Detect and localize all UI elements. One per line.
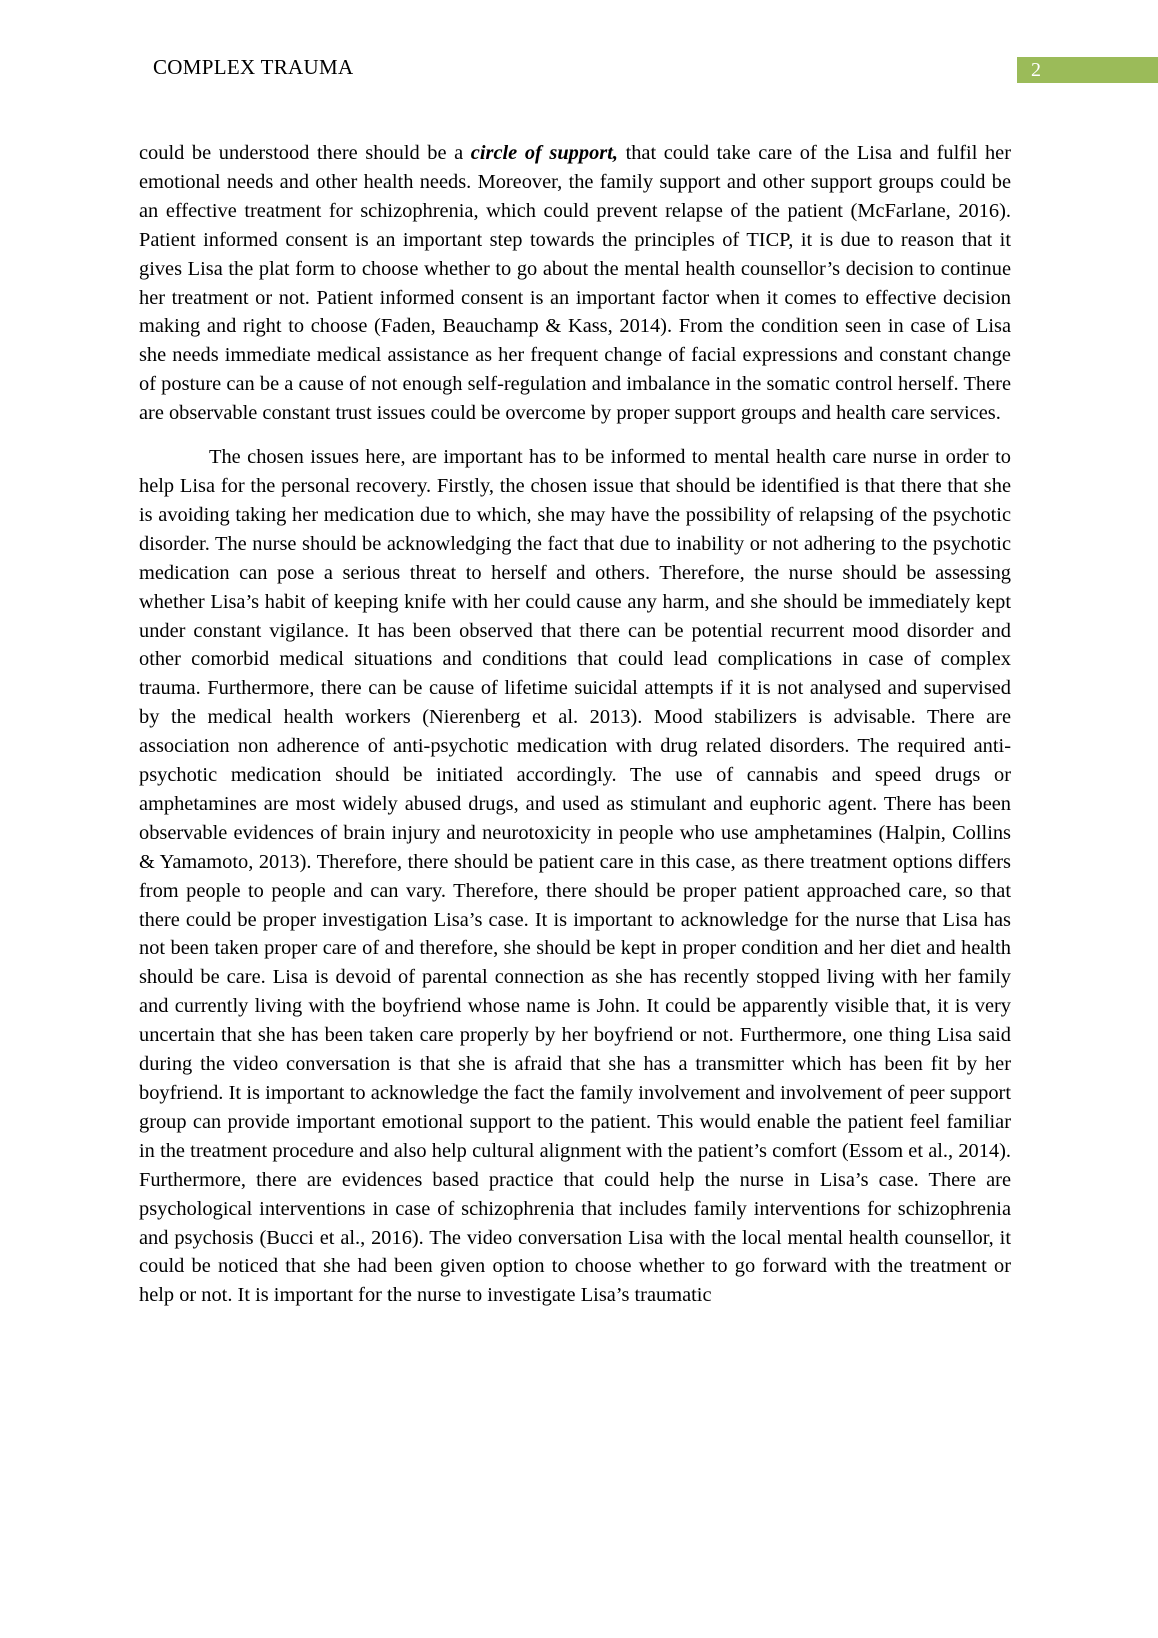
running-head: COMPLEX TRAUMA xyxy=(153,55,354,79)
paragraph-1-lead-text: could be understood there should be a xyxy=(139,142,471,164)
paragraph-2: The chosen issues here, are important has to be informed to mental health care nurse in order to help Lisa for the personal recovery. Firstly, the chosen issue that should be identified is that there that she is avoiding taking her medication due to which, she may have the possibility of relapsing of the psychotic disorder. The nurse should be acknowledging the fact that due to inability or not adhering to the psychotic medication can pose a serious threat to herself and others. Therefore, the nurse should be assessing whether Lisa’s habit of keeping knife with her could cause any harm, and she should be immediately kept under constant vigilance. It has been observed that there can be potential recurrent mood disorder and other comorbid medical situations and conditions that could lead complications in case of complex trauma. Furthermore, there can be cause of lifetime suicidal attempts if it is not analysed and supervised by the medical health workers (Nierenberg et al. 2013). Mood stabilizers is advisable. There are association non adherence of anti-psychotic medication with drug related disorders. The required anti-psychotic medication should be initiated accordingly. The use of cannabis and speed drugs or amphetamines are most widely abused drugs, and used as stimulant and euphoric agent. There has been observable evidences of brain injury and neurotoxicity in people who use amphetamines (Halpin, Collins & Yamamoto, 2013). Therefore, there should be patient care in this case, as there treatment options differs from people to people and can vary. Therefore, there should be proper patient approached care, so that there could be proper investigation Lisa’s case. It is important to acknowledge for the nurse that Lisa has not been taken proper care of and therefore, she should be kept in proper condition and her diet and health should be care. Lisa is devoid of parental connection as she has recently stopped living with her family and currently living with the boyfriend whose name is John. It could be apparently visible that, it is very uncertain that she has been taken care properly by her boyfriend or not. Furthermore, one thing Lisa said during the video conversation is that she is afraid that she has a transmitter which has been fit by her boyfriend. It is important to acknowledge the fact the family involvement and involvement of peer support group can provide important emotional support to the patient. This would enable the patient feel familiar in the treatment procedure and also help cultural alignment with the patient’s comfort (Essom et al., 2014). Furthermore, there are evidences based practice that could help the nurse in Lisa’s case. There are psychological interventions in case of schizophrenia that includes family interventions for schizophrenia and psychosis (Bucci et al., 2016). The video conversation Lisa with the local mental health counsellor, it could be noticed that she had been given option to choose whether to go forward with the treatment or help or not. It is important for the nurse to investigate Lisa’s traumatic xyxy=(139,446,1011,1307)
emphasized-phrase: circle of support, xyxy=(470,142,618,164)
paragraph-1 xyxy=(139,139,1011,428)
body-text xyxy=(139,139,1011,1310)
paragraph-1-text: that could take care of the Lisa and fulfil her emotional needs and other health needs. Moreover, the family support and other support groups could be an effective treatment for schizophrenia, which could prevent relapse of the patient (McFarlane, 2016). Patient informed consent is an important step towards the principles of TICP, it is due to reason that it gives Lisa the plat form to choose whether to go about the mental health counsellor’s decision to continue her treatment or not. Patient informed consent is an important factor when it comes to effective decision making and right to choose (Faden, Beauchamp & Kass, 2014). From the condition seen in case of Lisa she needs immediate medical assistance as her frequent change of facial expressions and constant change of posture can be a cause of not enough self-regulation and imbalance in the somatic control herself. There are observable constant trust issues could be overcome by proper support groups and health care services. xyxy=(139,142,1011,425)
page-number: 2 xyxy=(1017,57,1158,83)
